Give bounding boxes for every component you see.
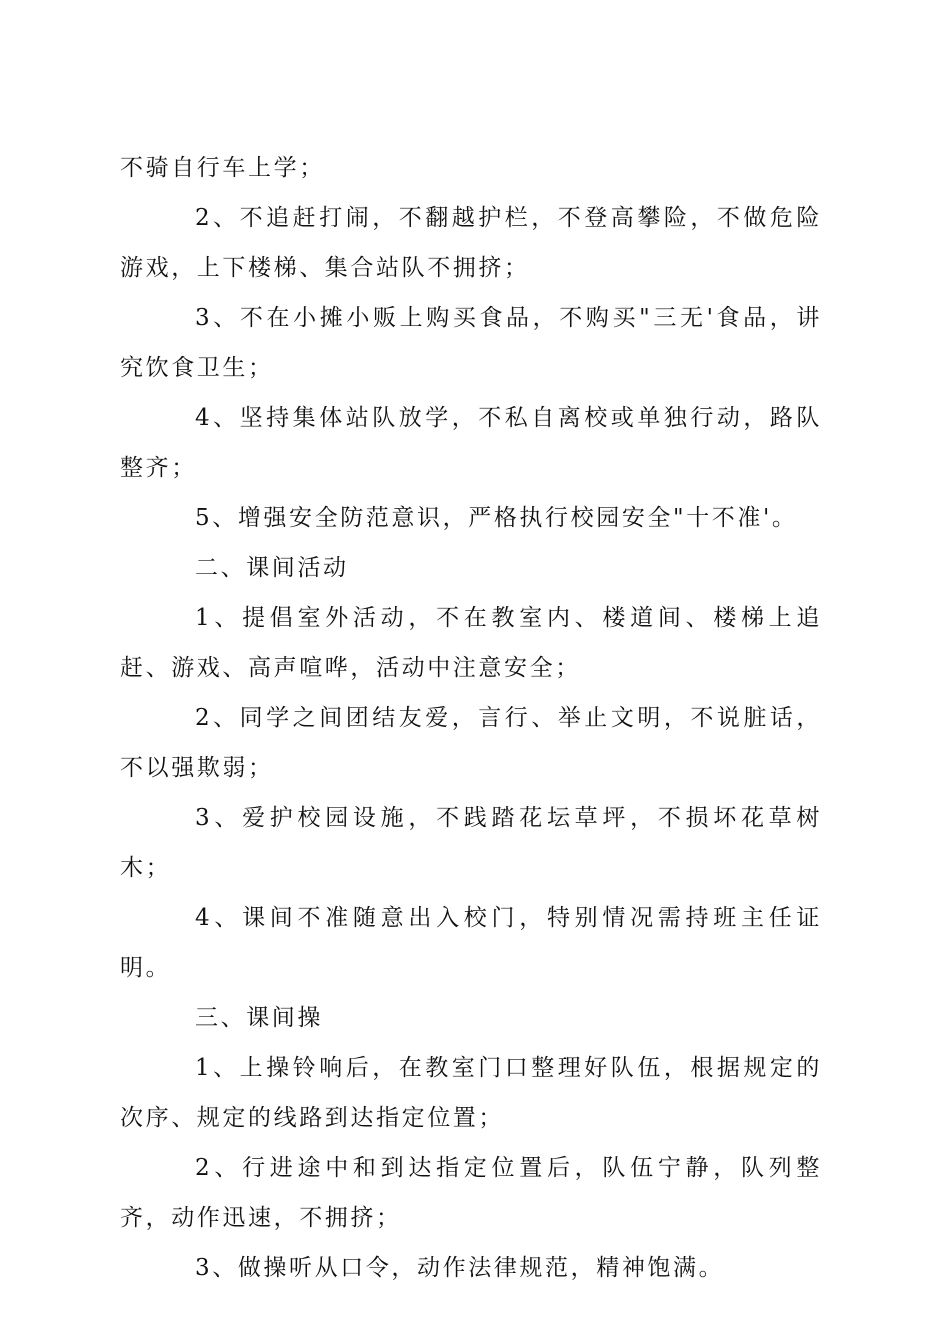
- paragraph: 4、课间不准随意出入校门，特别情况需持班主任证明。: [120, 905, 822, 981]
- paragraph: 3、不在小摊小贩上购买食品，不购买"三无'食品，讲究饮食卫生；: [120, 305, 822, 381]
- paragraph: 5、增强安全防范意识，严格执行校园安全"十不准'。: [195, 505, 798, 531]
- paragraph: 4、坚持集体站队放学，不私自离校或单独行动，路队整齐；: [120, 405, 822, 481]
- paragraph: 1、上操铃响后，在教室门口整理好队伍，根据规定的次序、规定的线路到达指定位置；: [120, 1055, 822, 1131]
- paragraph: 不骑自行车上学；: [120, 155, 325, 181]
- paragraph: 2、不追赶打闹，不翻越护栏，不登高攀险，不做危险游戏，上下楼梯、集合站队不拥挤；: [120, 205, 822, 281]
- paragraph: 3、爱护校园设施，不践踏花坛草坪，不损坏花草树木；: [120, 805, 822, 881]
- paragraph: 2、同学之间团结友爱，言行、举止文明，不说脏话，不以强欺弱；: [120, 705, 822, 781]
- paragraph: 3、做操听从口令，动作法律规范，精神饱满。: [195, 1255, 725, 1281]
- section-heading: 二、课间活动: [195, 555, 349, 581]
- paragraph: 2、行进途中和到达指定位置后，队伍宁静，队列整齐，动作迅速，不拥挤；: [120, 1155, 822, 1231]
- paragraph: 1、提倡室外活动，不在教室内、楼道间、楼梯上追赶、游戏、高声喧哗，活动中注意安全；: [120, 605, 822, 681]
- document-page: [120, 143, 822, 1293]
- section-heading: 三、课间操: [195, 1005, 323, 1031]
